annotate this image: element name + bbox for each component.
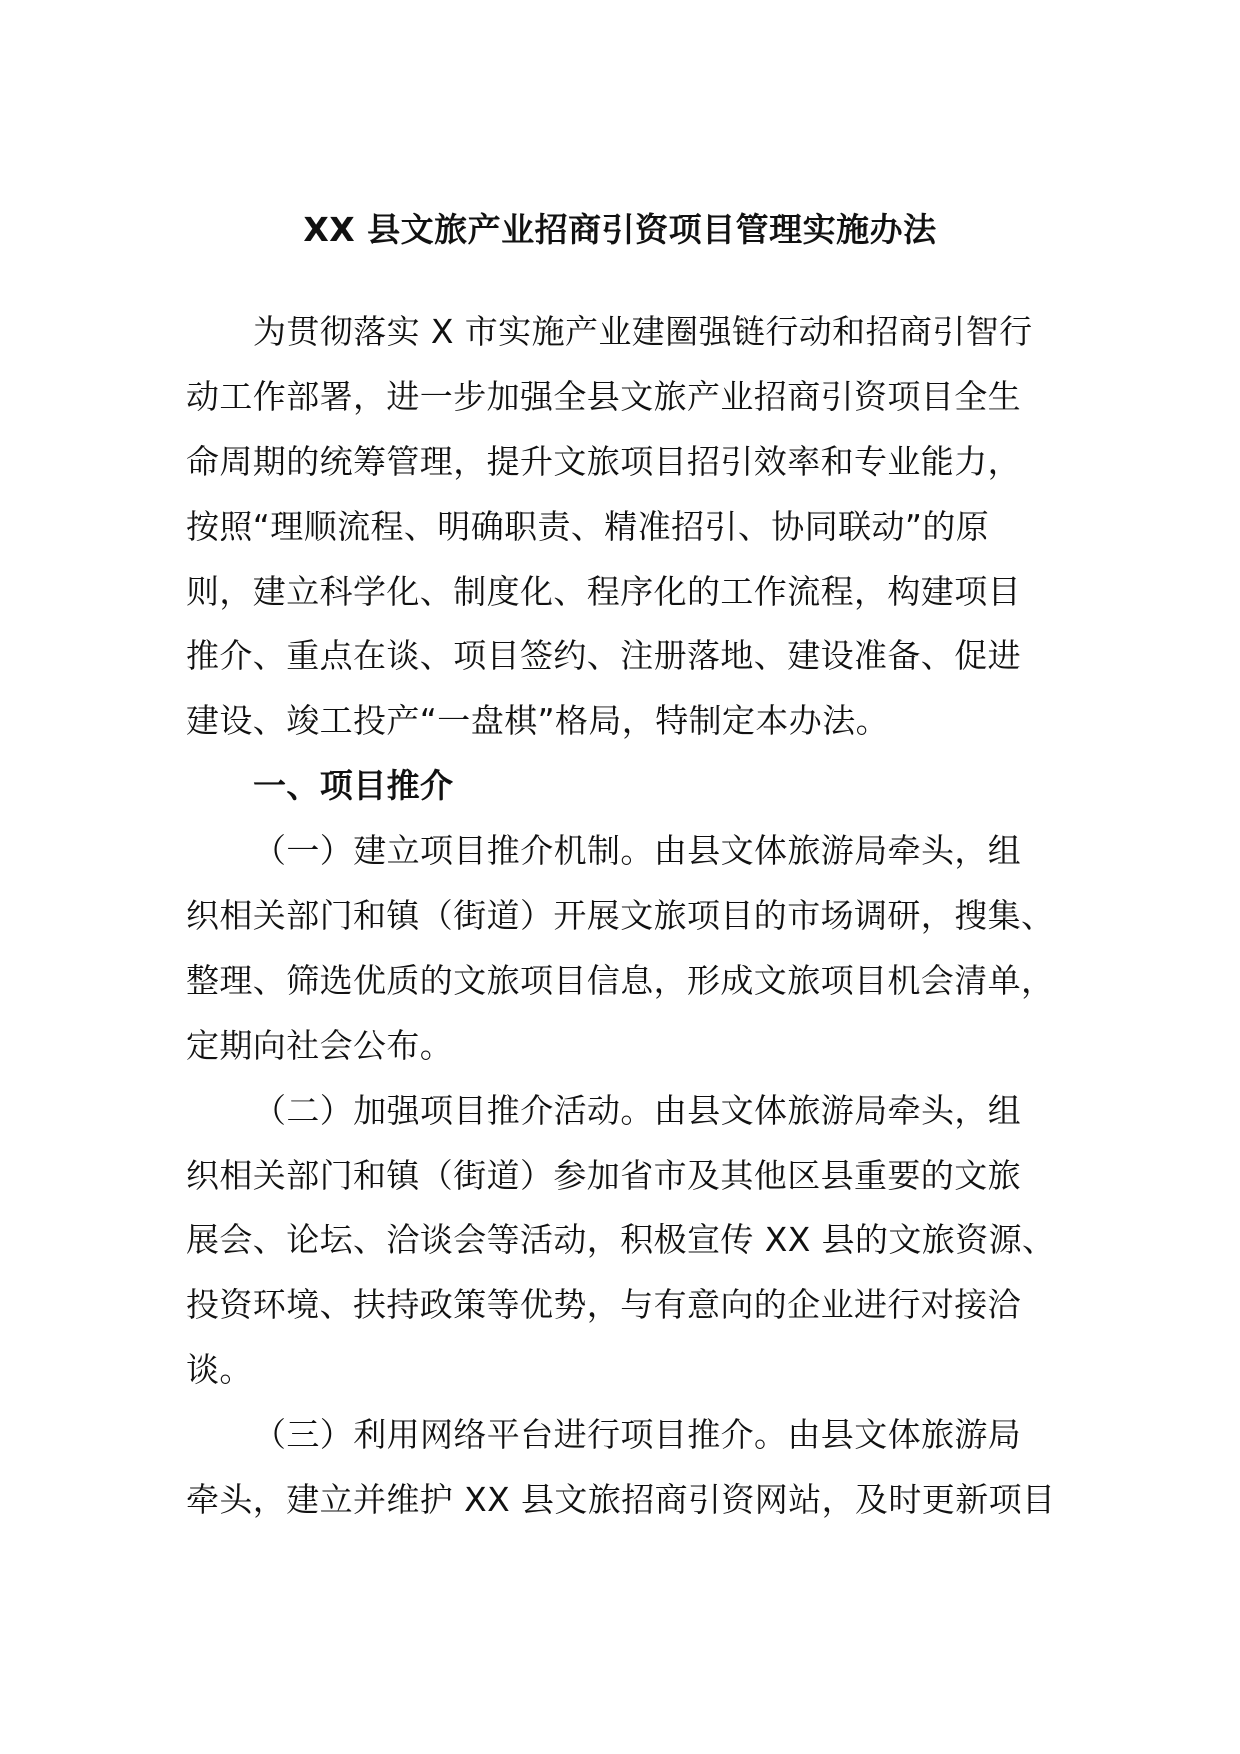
section-paragraph-line: 展会、论坛、洽谈会等活动，积极宣传 XX 县的文旅资源、 bbox=[186, 1220, 1056, 1260]
intro-paragraph-line: 为贯彻落实 X 市实施产业建圈强链行动和招商引智行 bbox=[253, 312, 1033, 351]
section-paragraph-line: 整理、筛选优质的文旅项目信息，形成文旅项目机会清单， bbox=[186, 960, 1055, 1000]
intro-paragraph-line: 推介、重点在谈、项目签约、注册落地、建设准备、促进 bbox=[186, 636, 1021, 676]
document-body bbox=[186, 300, 1066, 1533]
intro-paragraph-line: 则，建立科学化、制度化、程序化的工作流程，构建项目 bbox=[186, 571, 1021, 611]
section-heading: 一、项目推介 bbox=[253, 766, 454, 806]
section-paragraph-line: （二）加强项目推介活动。由县文体旅游局牵头，组 bbox=[253, 1090, 1022, 1130]
section-paragraph-line: 织相关部门和镇（街道）开展文旅项目的市场调研，搜集、 bbox=[186, 896, 1055, 936]
section-paragraph-line: 定期向社会公布。 bbox=[186, 1025, 454, 1065]
intro-paragraph-line: 命周期的统筹管理，提升文旅项目招引效率和专业能力， bbox=[186, 441, 1021, 481]
intro-paragraph-line: 动工作部署，进一步加强全县文旅产业招商引资项目全生 bbox=[186, 376, 1021, 416]
section-paragraph-line: 牵头，建立并维护 XX 县文旅招商引资网站，及时更新项目 bbox=[186, 1480, 1056, 1520]
section-paragraph-line: 织相关部门和镇（街道）参加省市及其他区县重要的文旅 bbox=[186, 1155, 1021, 1195]
section-paragraph-line: 投资环境、扶持政策等优势，与有意向的企业进行对接洽 bbox=[186, 1285, 1021, 1325]
document-title: XX 县文旅产业招商引资项目管理实施办法 bbox=[303, 210, 937, 249]
section-paragraph-line: （三）利用网络平台进行项目推介。由县文体旅游局 bbox=[253, 1415, 1022, 1455]
section-paragraph-line: （一）建立项目推介机制。由县文体旅游局牵头，组 bbox=[253, 831, 1022, 871]
intro-paragraph-line: 建设、竣工投产“一盘棋”格局，特制定本办法。 bbox=[186, 701, 889, 741]
intro-paragraph-line: 按照“理顺流程、明确职责、精准招引、协同联动”的原 bbox=[186, 506, 990, 546]
section-paragraph-line: 谈。 bbox=[186, 1350, 253, 1390]
